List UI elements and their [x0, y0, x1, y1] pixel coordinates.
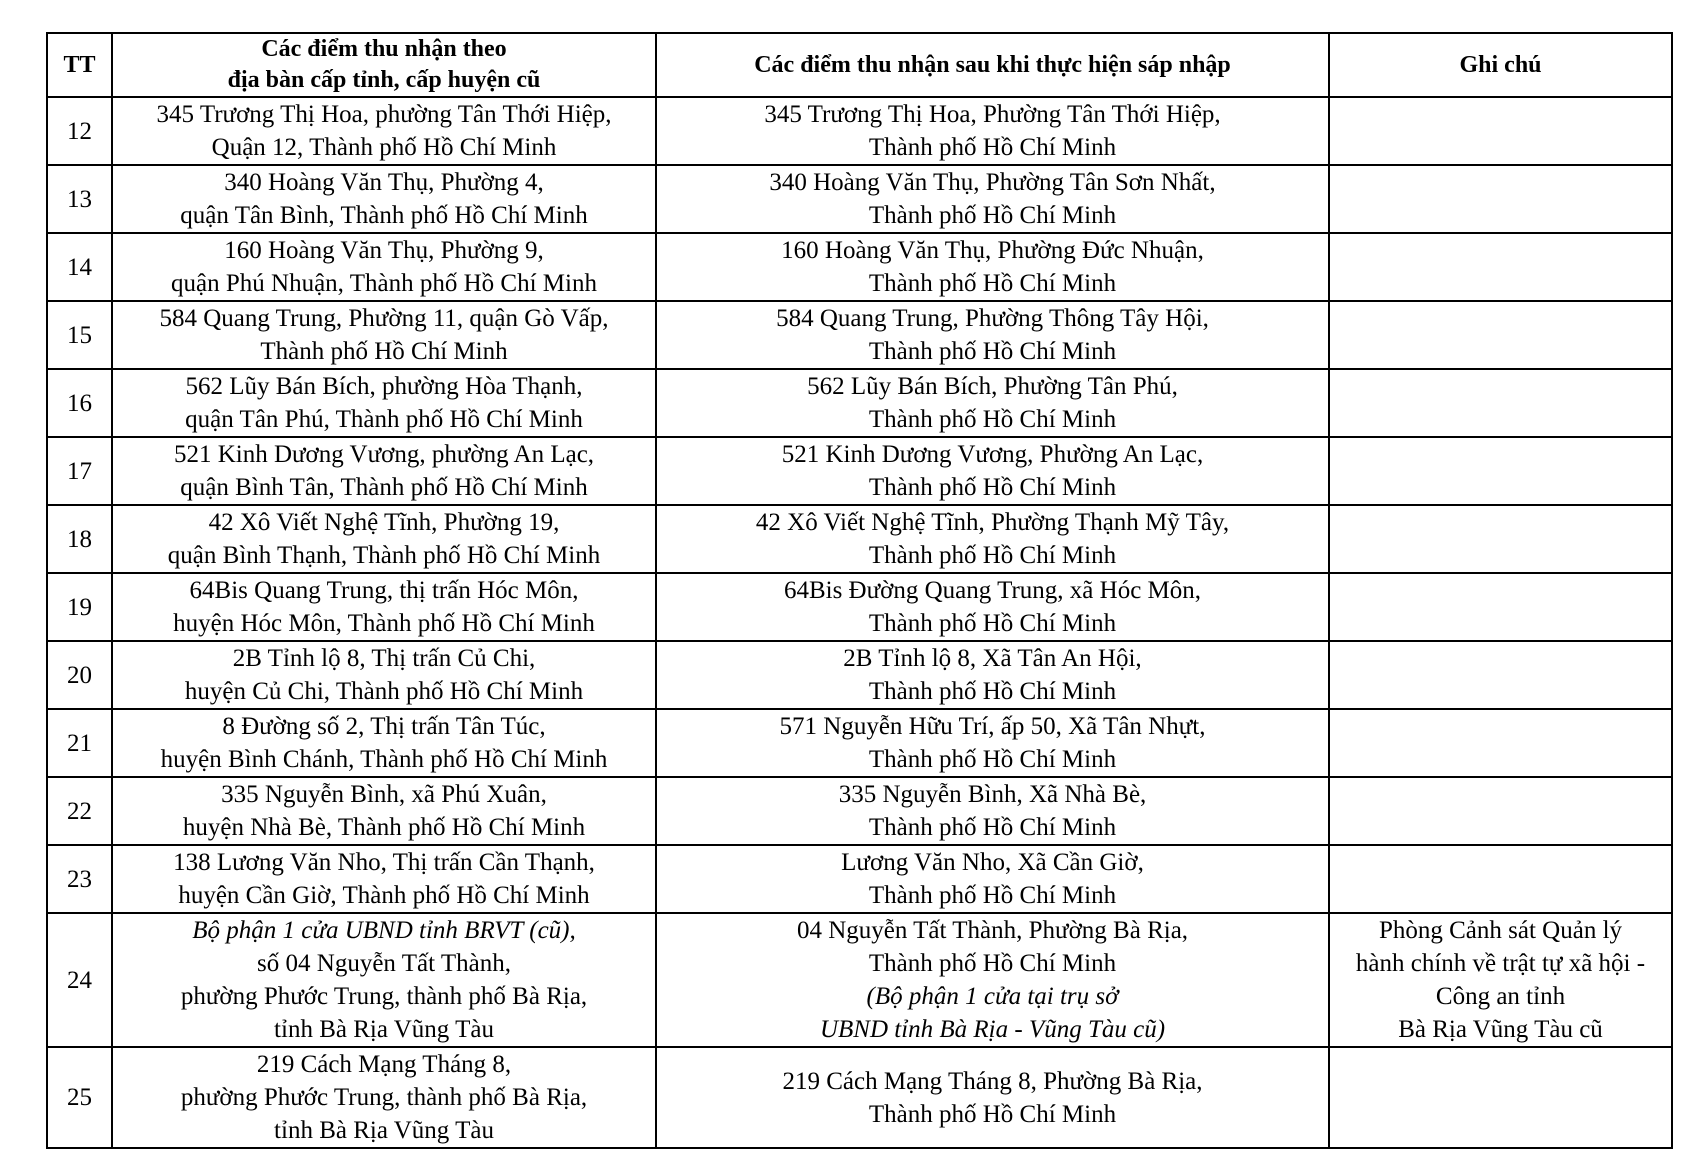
cell-note — [1329, 437, 1672, 505]
new-line: Thành phố Hồ Chí Minh — [868, 406, 1117, 433]
cell-old-address — [112, 641, 656, 709]
old-line: số 04 Nguyễn Tất Thành, — [257, 950, 511, 977]
new-line: 219 Cách Mạng Tháng 8, Phường Bà Rịa, — [782, 1067, 1203, 1095]
new-line: Thành phố Hồ Chí Minh — [868, 474, 1117, 501]
table-row — [47, 505, 1672, 573]
new-line: 340 Hoàng Văn Thụ, Phường Tân Sơn Nhất, — [769, 169, 1216, 196]
old-line: huyện Hóc Môn, Thành phố Hồ Chí Minh — [173, 610, 595, 637]
table-row — [47, 1047, 1672, 1148]
old-line: 138 Lương Văn Nho, Thị trấn Cần Thạnh, — [173, 849, 595, 876]
old-line: tỉnh Bà Rịa Vũng Tàu — [274, 1117, 494, 1144]
old-line: 64Bis Quang Trung, thị trấn Hóc Môn, — [189, 577, 579, 604]
table-row — [47, 641, 1672, 709]
cell-new-address — [656, 301, 1329, 369]
cell-new-address — [656, 845, 1329, 913]
new-line: 160 Hoàng Văn Thụ, Phường Đức Nhuận, — [781, 237, 1204, 264]
table-row — [47, 97, 1672, 165]
new-line: 2B Tỉnh lộ 8, Xã Tân An Hội, — [843, 645, 1142, 672]
new-line-italic: UBND tỉnh Bà Rịa - Vũng Tàu cũ) — [819, 1016, 1166, 1043]
cell-old-address — [112, 709, 656, 777]
cell-new-address — [656, 573, 1329, 641]
cell-old-address — [112, 1047, 656, 1148]
cell-old-address — [112, 845, 656, 913]
cell-tt: 23 — [47, 845, 112, 913]
table-row — [47, 913, 1672, 1047]
old-line: 42 Xô Viết Nghệ Tĩnh, Phường 19, — [208, 509, 560, 536]
cell-new-address — [656, 641, 1329, 709]
cell-tt: 13 — [47, 165, 112, 233]
old-line: huyện Cần Giờ, Thành phố Hồ Chí Minh — [178, 882, 590, 909]
new-line-italic: (Bộ phận 1 cửa tại trụ sở — [866, 983, 1119, 1010]
old-line: quận Bình Tân, Thành phố Hồ Chí Minh — [180, 474, 588, 501]
cell-note — [1329, 233, 1672, 301]
new-line: Thành phố Hồ Chí Minh — [868, 678, 1117, 705]
cell-old-address — [112, 369, 656, 437]
table-row — [47, 369, 1672, 437]
new-line: Thành phố Hồ Chí Minh — [868, 950, 1117, 977]
old-line: tỉnh Bà Rịa Vũng Tàu — [274, 1016, 494, 1043]
cell-new-address — [656, 165, 1329, 233]
new-line: Thành phố Hồ Chí Minh — [868, 338, 1117, 365]
cell-tt: 14 — [47, 233, 112, 301]
cell-note — [1329, 709, 1672, 777]
new-line: Thành phố Hồ Chí Minh — [868, 814, 1117, 841]
cell-old-address — [112, 437, 656, 505]
new-line: Thành phố Hồ Chí Minh — [868, 610, 1117, 637]
new-line: Thành phố Hồ Chí Minh — [868, 134, 1117, 161]
cell-note — [1329, 777, 1672, 845]
new-line: 335 Nguyễn Bình, Xã Nhà Bè, — [838, 781, 1147, 808]
cell-old-address — [112, 301, 656, 369]
cell-old-address — [112, 573, 656, 641]
old-line: phường Phước Trung, thành phố Bà Rịa, — [180, 1084, 588, 1111]
new-line: Thành phố Hồ Chí Minh — [868, 202, 1117, 229]
header-old-line1: Các điểm thu nhận theo — [261, 36, 507, 62]
cell-old-address — [112, 913, 656, 1047]
cell-tt: 21 — [47, 709, 112, 777]
cell-tt: 18 — [47, 505, 112, 573]
new-line: Thành phố Hồ Chí Minh — [868, 270, 1117, 297]
old-line: quận Bình Thạnh, Thành phố Hồ Chí Minh — [167, 542, 601, 569]
cell-old-address — [112, 97, 656, 165]
new-line: Thành phố Hồ Chí Minh — [868, 746, 1117, 773]
table-row — [47, 573, 1672, 641]
cell-old-address — [112, 165, 656, 233]
old-line: 219 Cách Mạng Tháng 8, — [256, 1051, 512, 1078]
cell-tt: 25 — [47, 1047, 112, 1148]
cell-old-address — [112, 233, 656, 301]
old-line: 340 Hoàng Văn Thụ, Phường 4, — [224, 169, 544, 196]
cell-note — [1329, 301, 1672, 369]
old-line: 345 Trương Thị Hoa, phường Tân Thới Hiệp, — [156, 101, 612, 128]
cell-old-address — [112, 505, 656, 573]
note-line: Bà Rịa Vũng Tàu cũ — [1398, 1016, 1603, 1043]
cell-note — [1329, 573, 1672, 641]
new-line: 584 Quang Trung, Phường Thông Tây Hội, — [776, 305, 1209, 332]
old-line: 584 Quang Trung, Phường 11, quận Gò Vấp, — [159, 305, 609, 332]
cell-note — [1329, 1047, 1672, 1148]
cell-note — [1329, 913, 1672, 1047]
old-line: 335 Nguyễn Bình, xã Phú Xuân, — [221, 781, 547, 808]
old-line: 521 Kinh Dương Vương, phường An Lạc, — [173, 441, 595, 468]
old-line-italic: Bộ phận 1 cửa UBND tỉnh BRVT (cũ), — [192, 917, 576, 944]
cell-tt: 24 — [47, 913, 112, 1047]
table-row — [47, 233, 1672, 301]
cell-tt: 15 — [47, 301, 112, 369]
old-line: 8 Đường số 2, Thị trấn Tân Túc, — [222, 713, 546, 740]
note-line: hành chính về trật tự xã hội - — [1355, 950, 1646, 977]
old-line: huyện Bình Chánh, Thành phố Hồ Chí Minh — [160, 746, 608, 773]
cell-note — [1329, 845, 1672, 913]
cell-new-address — [656, 1047, 1329, 1148]
old-line: phường Phước Trung, thành phố Bà Rịa, — [180, 983, 588, 1010]
old-line: 562 Lũy Bán Bích, phường Hòa Thạnh, — [185, 373, 583, 400]
old-line: huyện Nhà Bè, Thành phố Hồ Chí Minh — [182, 814, 586, 841]
new-line: Thành phố Hồ Chí Minh — [868, 1100, 1117, 1128]
locations-table — [46, 32, 1673, 1149]
header-old-line2: địa bàn cấp tỉnh, cấp huyện cũ — [227, 67, 541, 93]
cell-tt: 22 — [47, 777, 112, 845]
new-line: 42 Xô Viết Nghệ Tĩnh, Phường Thạnh Mỹ Tây, — [755, 509, 1230, 536]
cell-note — [1329, 641, 1672, 709]
new-line: Thành phố Hồ Chí Minh — [868, 542, 1117, 569]
old-line: 2B Tỉnh lộ 8, Thị trấn Củ Chi, — [232, 645, 536, 672]
header-tt: TT — [47, 33, 112, 97]
table-row — [47, 777, 1672, 845]
table-row — [47, 165, 1672, 233]
cell-tt: 16 — [47, 369, 112, 437]
cell-tt: 12 — [47, 97, 112, 165]
cell-new-address — [656, 233, 1329, 301]
cell-tt: 19 — [47, 573, 112, 641]
cell-new-address — [656, 97, 1329, 165]
note-line: Công an tỉnh — [1435, 983, 1566, 1010]
old-line: Thành phố Hồ Chí Minh — [260, 338, 508, 365]
new-line: 64Bis Đường Quang Trung, xã Hóc Môn, — [783, 577, 1202, 604]
header-row — [47, 33, 1672, 97]
cell-note — [1329, 369, 1672, 437]
cell-new-address — [656, 913, 1329, 1047]
cell-new-address — [656, 709, 1329, 777]
cell-tt: 17 — [47, 437, 112, 505]
new-line: 04 Nguyễn Tất Thành, Phường Bà Rịa, — [796, 917, 1189, 944]
old-line: huyện Củ Chi, Thành phố Hồ Chí Minh — [184, 678, 584, 705]
cell-new-address — [656, 437, 1329, 505]
cell-note — [1329, 505, 1672, 573]
old-line: Quận 12, Thành phố Hồ Chí Minh — [211, 134, 557, 161]
header-old-locations — [112, 33, 656, 97]
new-line: Thành phố Hồ Chí Minh — [868, 882, 1117, 909]
header-new-locations: Các điểm thu nhận sau khi thực hiện sáp nhập — [656, 33, 1329, 97]
note-line: Phòng Cảnh sát Quản lý — [1378, 917, 1623, 944]
header-note: Ghi chú — [1329, 33, 1672, 97]
table-row — [47, 845, 1672, 913]
cell-new-address — [656, 505, 1329, 573]
cell-note — [1329, 165, 1672, 233]
table-row — [47, 301, 1672, 369]
cell-tt: 20 — [47, 641, 112, 709]
old-line: 160 Hoàng Văn Thụ, Phường 9, — [224, 237, 544, 264]
new-line: 345 Trương Thị Hoa, Phường Tân Thới Hiệp, — [764, 101, 1221, 128]
table-row — [47, 437, 1672, 505]
cell-new-address — [656, 369, 1329, 437]
cell-old-address — [112, 777, 656, 845]
old-line: quận Phú Nhuận, Thành phố Hồ Chí Minh — [171, 270, 597, 297]
old-line: quận Tân Bình, Thành phố Hồ Chí Minh — [180, 202, 588, 229]
old-line: quận Tân Phú, Thành phố Hồ Chí Minh — [185, 406, 583, 433]
table-row — [47, 709, 1672, 777]
new-line: 562 Lũy Bán Bích, Phường Tân Phú, — [807, 373, 1178, 400]
new-line: 571 Nguyễn Hữu Trí, ấp 50, Xã Tân Nhựt, — [779, 713, 1206, 740]
new-line: 521 Kinh Dương Vương, Phường An Lạc, — [781, 441, 1204, 468]
cell-note — [1329, 97, 1672, 165]
new-line: Lương Văn Nho, Xã Cần Giờ, — [841, 849, 1144, 876]
cell-new-address — [656, 777, 1329, 845]
